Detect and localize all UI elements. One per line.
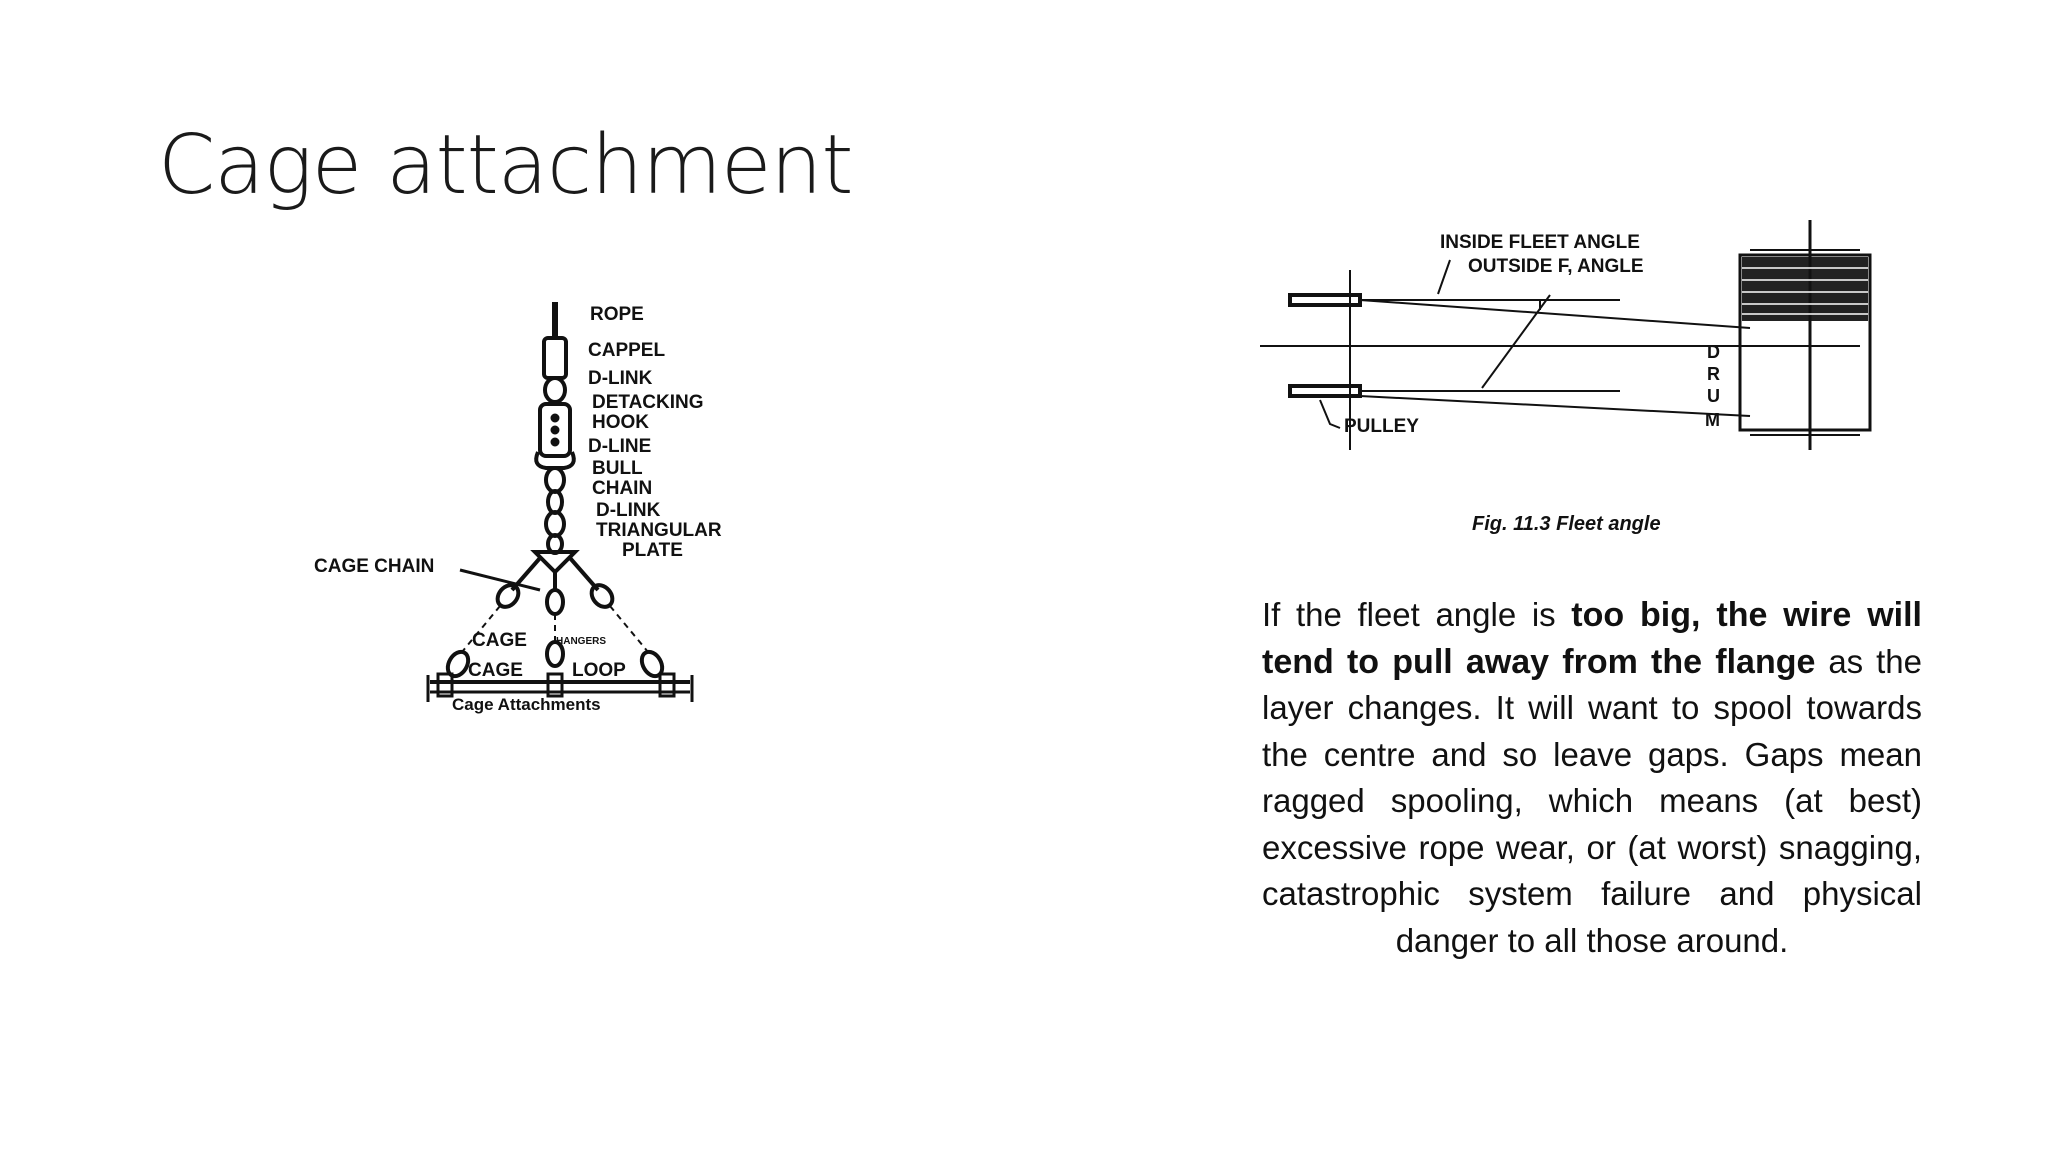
- label-d-link-bottom: D-LINK: [596, 500, 661, 521]
- label-rope: ROPE: [590, 304, 644, 325]
- label-drum-u: U: [1707, 386, 1720, 406]
- label-drum-m: M: [1705, 410, 1720, 430]
- cappel-shape: [544, 338, 566, 378]
- label-drum-r: R: [1707, 364, 1720, 384]
- label-plate: PLATE: [622, 540, 683, 561]
- label-triangular: TRIANGULAR: [596, 520, 722, 541]
- fleet-figure-caption: Fig. 11.3 Fleet angle: [1472, 513, 1661, 535]
- label-d-link-top: D-LINK: [588, 368, 653, 389]
- cage-attachment-figure: [300, 290, 780, 720]
- label-cage-chain: CAGE CHAIN: [314, 556, 435, 577]
- label-inside-fleet-angle: INSIDE FLEET ANGLE: [1440, 232, 1640, 253]
- label-pulley: PULLEY: [1344, 416, 1419, 437]
- label-cappel: CAPPEL: [588, 340, 666, 361]
- cage-figure-caption: Cage Attachments: [452, 695, 601, 714]
- fleet-angle-paragraph: [1262, 592, 1922, 964]
- label-chain: CHAIN: [592, 478, 653, 499]
- cage-attachment-diagram: [300, 290, 780, 720]
- label-cage-bottom: CAGE: [468, 660, 523, 681]
- label-detacking: DETACKING: [592, 392, 704, 413]
- label-bull: BULL: [592, 458, 643, 479]
- fleet-angle-figure: [1250, 200, 1910, 550]
- slide-title: Cage attachment: [158, 118, 853, 213]
- paragraph-emphasis: too big, the wire will tend to pull away from the flange: [1262, 596, 1922, 681]
- label-loop: LOOP: [572, 660, 626, 681]
- label-hangers: HANGERS: [556, 636, 607, 647]
- paragraph-rest: as the layer changes. It will want to spool towards the centre and so leave gaps. Gaps mean ragged spooling, which means (at best) excessive rope wear, or (at worst) snagging, catastrophic system failure and physical danger to all those around.: [1262, 642, 1922, 959]
- label-drum-d: D: [1707, 342, 1720, 362]
- label-outside-fleet-angle: OUTSIDE F, ANGLE: [1468, 256, 1644, 277]
- label-cage: CAGE: [472, 630, 527, 651]
- label-hook: HOOK: [592, 412, 649, 433]
- paragraph-intro: If the fleet angle is: [1262, 596, 1572, 633]
- fleet-angle-diagram: [1250, 200, 1910, 550]
- label-d-line: D-LINE: [588, 436, 652, 457]
